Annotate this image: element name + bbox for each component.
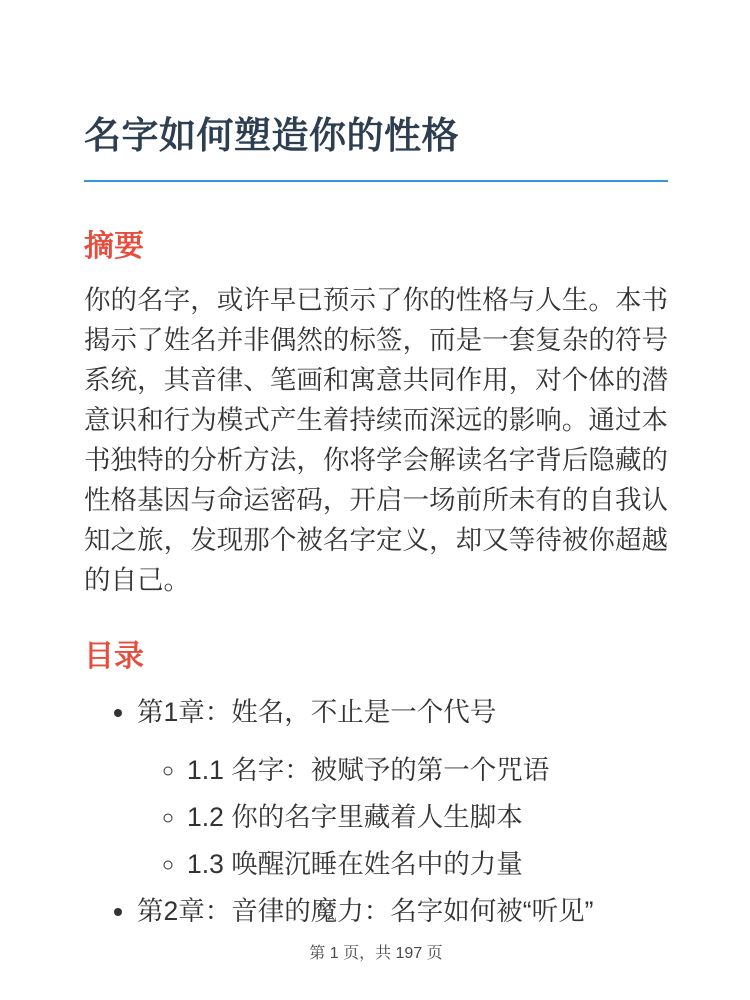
toc-section-list xyxy=(137,750,668,884)
toc-chapter-item xyxy=(137,692,668,884)
toc-chapter-item xyxy=(137,891,668,931)
toc-heading: 目录 xyxy=(84,640,144,674)
toc-section-label: 1.1 名字：被赋予的第一个咒语 xyxy=(187,755,550,786)
toc-section-label: 1.2 你的名字里藏着人生脚本 xyxy=(187,802,523,833)
toc-chapter-label: 第2章：音律的魔力：名字如何被“听见” xyxy=(137,896,594,927)
toc-section-item xyxy=(187,797,668,837)
toc-section-item xyxy=(187,844,668,884)
page-title: 名字如何塑造你的性格 xyxy=(84,115,459,156)
toc-list xyxy=(84,692,668,931)
title-rule xyxy=(84,180,668,182)
toc-section-label: 1.3 唤醒沉睡在姓名中的力量 xyxy=(187,849,523,880)
toc-section-item xyxy=(187,750,668,790)
toc-chapter-label: 第1章：姓名，不止是一个代号 xyxy=(137,697,497,728)
abstract-paragraph: 你的名字，或许早已预示了你的性格与人生。本书揭示了姓名并非偶然的标签，而是一套复杂的符号系统，其音律、笔画和寓意共同作用，对个体的潜意识和行为模式产生着持续而深远的影响。通过本书独特的分析方法，你将学会解读名字背后隐藏的性格基因与命运密码，开启一场前所未有的自我认知之旅，发现那个被名字定义，却又等待被你超越的自己。 xyxy=(84,285,668,596)
abstract-heading: 摘要 xyxy=(84,230,144,264)
page-footer: 第 1 页，共 197 页 xyxy=(309,945,443,963)
